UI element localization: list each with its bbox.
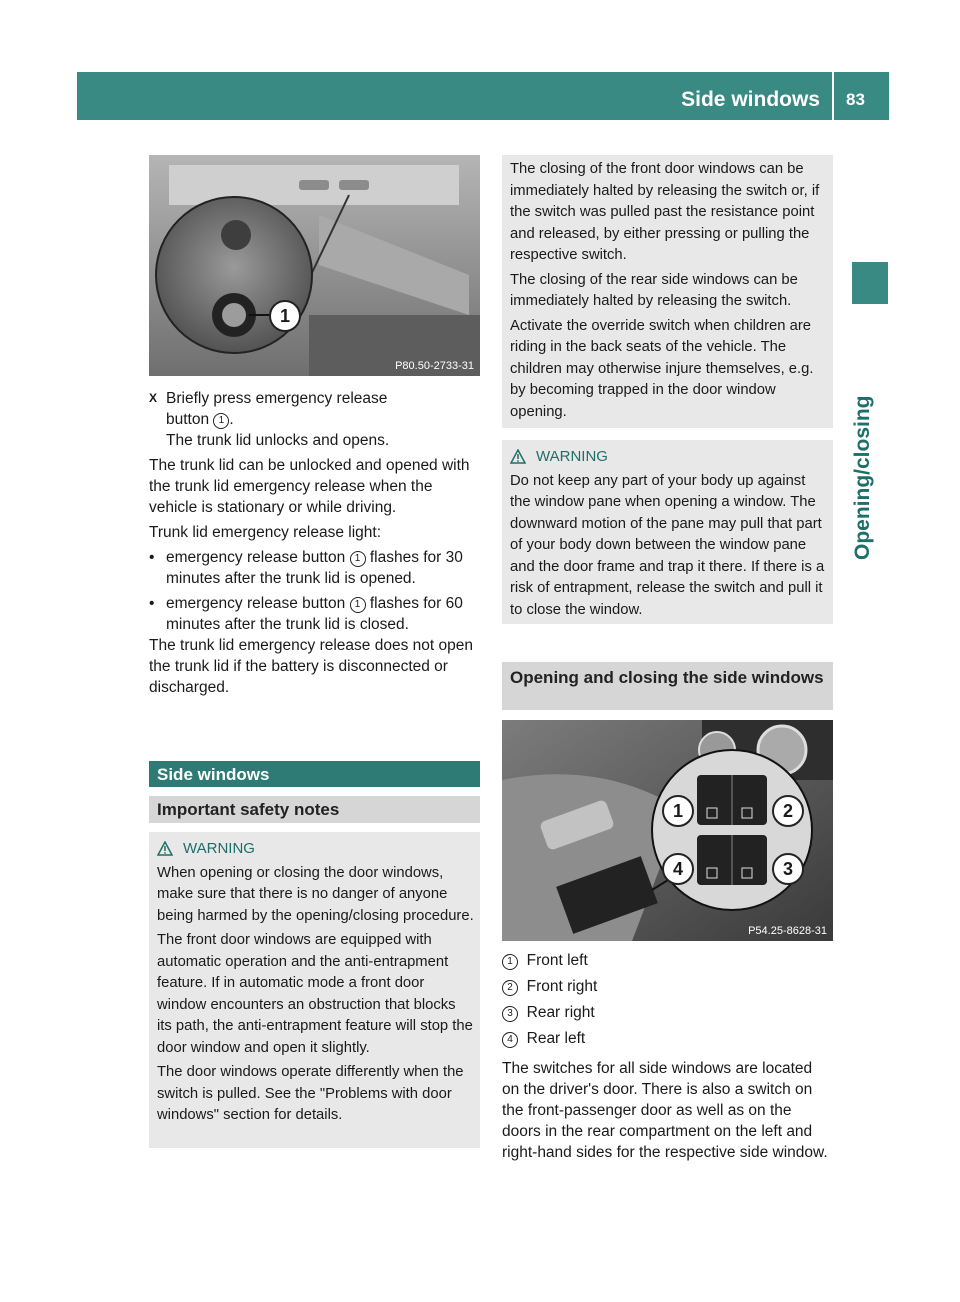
paragraph: The trunk lid emergency release does not open the trunk lid if the battery is disconnected or discharged. bbox=[149, 637, 473, 696]
trunk-illustration bbox=[149, 155, 480, 376]
list-item: • emergency release button 1 flashes for 30 minutes after the trunk lid is opened. bbox=[149, 549, 463, 587]
paragraph: The switches for all side windows are located on the driver's door. There is also a switch on the front-passenger door as well as on the doors in the rear compartment on the left and right-hand sides for the respective side window. bbox=[502, 1060, 828, 1161]
legend-item: 4 Rear left bbox=[502, 1026, 833, 1052]
image-code: P54.25-8628-31 bbox=[748, 925, 827, 937]
step-marker: X bbox=[149, 391, 158, 405]
door-switch-illustration bbox=[502, 720, 833, 941]
paragraph: Trunk lid emergency release light: bbox=[149, 524, 382, 541]
section-heading: Side windows bbox=[149, 761, 480, 787]
header-divider bbox=[832, 72, 834, 120]
warning-text: Do not keep any part of your body up against the window pane when opening a window. The downward motion of the pane may pull that part of your body down between the window pane and the door frame and trap it there. If there is a risk of entrapment, release the switch and pull it to close the window. bbox=[510, 472, 825, 618]
page-title: Side windows bbox=[681, 88, 820, 111]
page-number: 83 bbox=[846, 90, 865, 109]
image-code: P80.50-2733-31 bbox=[395, 360, 474, 372]
warning-heading: WARNING bbox=[510, 446, 829, 468]
callout-4: 4 bbox=[662, 853, 694, 885]
callout-1: 1 bbox=[662, 795, 694, 827]
paragraph: The trunk lid can be unlocked and opened with the trunk lid emergency release when the vehicle is stationary or while driving. bbox=[149, 457, 470, 516]
door-switch-image bbox=[502, 720, 833, 941]
trunk-image bbox=[149, 155, 480, 376]
side-tab-marker bbox=[852, 262, 888, 304]
step-result: The trunk lid unlocks and opens. bbox=[166, 432, 390, 449]
side-tab-label: Opening/closing bbox=[851, 395, 874, 560]
circle-number-1: 1 bbox=[350, 597, 366, 613]
circle-number-1: 1 bbox=[213, 413, 229, 429]
warning-text: The front door windows are equipped with automatic operation and the anti-entrapment feature. If in automatic mode a front door window encounters an obstruction that blocks its path, the anti-entrapment feature will stop the door window and open it slightly. bbox=[157, 932, 473, 1056]
legend-item: 3 Rear right bbox=[502, 1000, 833, 1026]
callout-1: 1 bbox=[269, 300, 301, 332]
circle-number-1: 1 bbox=[350, 551, 366, 567]
warning-box bbox=[502, 440, 833, 624]
legend-item: 1 Front left bbox=[502, 948, 833, 974]
bullet-icon: • bbox=[149, 549, 155, 566]
info-text: The closing of the rear side windows can be immediately halted by releasing the switch. bbox=[510, 271, 798, 309]
info-text: The closing of the front door windows can be immediately halted by releasing the switch or, if the switch was pulled past the resistance point and released, by either pressing or pulling the respective switch. bbox=[510, 161, 820, 263]
step-text-line2: button 1 . bbox=[166, 411, 234, 428]
legend-list bbox=[502, 948, 833, 1052]
callout-2: 2 bbox=[772, 795, 804, 827]
callout-3: 3 bbox=[772, 853, 804, 885]
left-column bbox=[149, 388, 480, 698]
warning-text: When opening or closing the door windows, make sure that there is no danger of anyone being harmed by the opening/closing procedure. bbox=[157, 864, 474, 924]
legend-item: 2 Front right bbox=[502, 974, 833, 1000]
step-text-line1: Briefly press emergency release bbox=[166, 390, 388, 407]
info-text: Activate the override switch when children are riding in the back seats of the vehicle. The children may otherwise injure themselves, e.g. by becoming trapped in the door window opening. bbox=[510, 317, 814, 420]
bullet-icon: • bbox=[149, 595, 155, 612]
list-item: • emergency release button 1 flashes for 60 minutes after the trunk lid is closed. bbox=[149, 595, 463, 633]
warning-heading: WARNING bbox=[157, 838, 474, 860]
info-box bbox=[502, 155, 833, 428]
warning-triangle-icon bbox=[510, 449, 526, 464]
warning-box bbox=[149, 832, 480, 1148]
warning-triangle-icon bbox=[157, 841, 173, 856]
subsection-heading: Opening and closing the side windows bbox=[502, 662, 833, 710]
warning-text: The door windows operate differently when the switch is pulled. See the "Problems with door windows" section for details. bbox=[157, 1064, 464, 1123]
instruction-step bbox=[149, 388, 480, 451]
subsection-heading: Important safety notes bbox=[149, 796, 480, 823]
